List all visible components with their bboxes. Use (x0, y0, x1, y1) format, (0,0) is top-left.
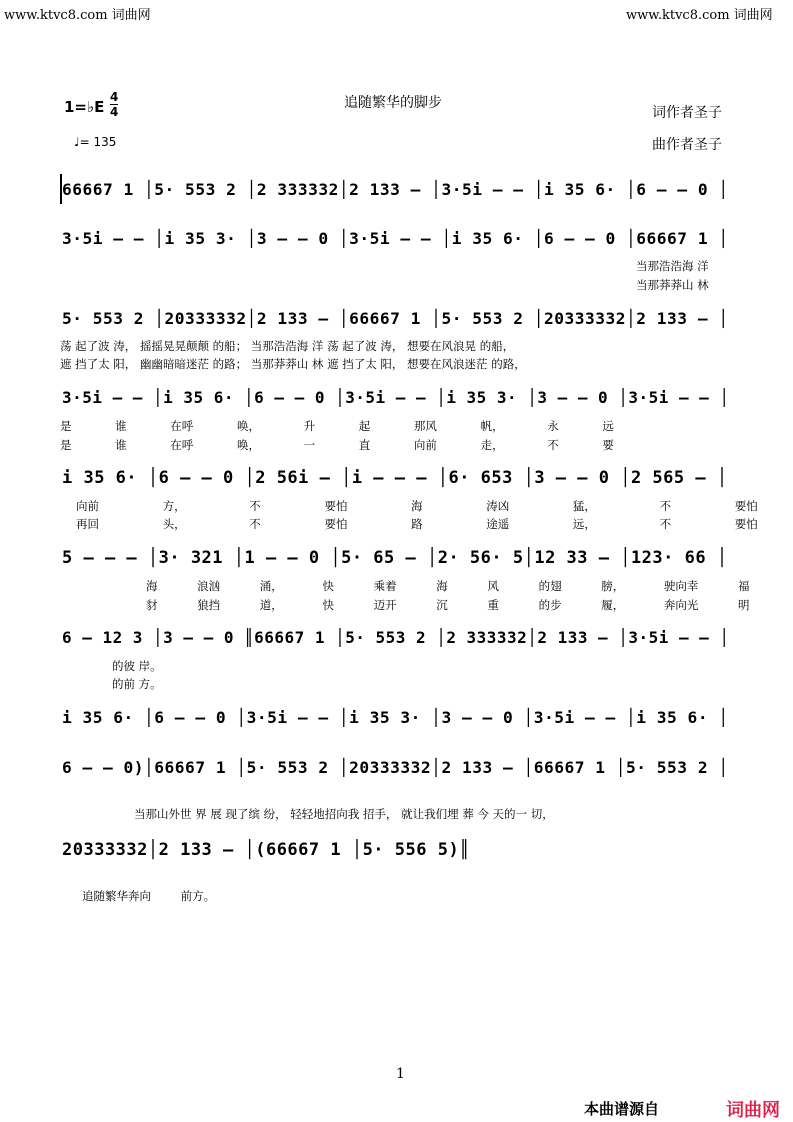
lyric-line: 当那浩浩海 洋 (636, 259, 709, 273)
notation-row-4: 3·5i – – │i 35 6· │6 – – 0 │3·5i – – │i 35 3· │3 – – 0 │3·5i – – │ (62, 388, 730, 407)
lyric-line: 追随繁华奔向 前方。 (82, 889, 216, 903)
time-signature-top: 4 (110, 90, 119, 104)
key-signature: 1=♭E (64, 98, 105, 116)
lyric-line: 海 浪汹 涌， 快 乘着 海 风 的翅 膀， 驶向幸 福 (146, 579, 750, 593)
notation-row-7: 6 – 12 3 │3 – – 0 ║66667 1 │5· 553 2 │2 333332│2 133 – │3·5i – – │ (62, 628, 730, 647)
site-watermark-right: www.ktvc8.com 词曲网 (626, 8, 773, 23)
lyric-line: 当那莽莽山 林 (636, 278, 709, 292)
brand-logo: 词曲网 (726, 1100, 780, 1121)
lyric-line: 荡 起了波 涛， 摇摇晃晃颠颠 的船； 当那浩浩海 洋 荡 起了波 涛， 想要在风浪晃 的船， (60, 339, 515, 353)
lyric-line: 的彼 岸。 (112, 659, 162, 673)
notation-row-6: 5 – – – │3· 321 │1 – – 0 │5· 65 – │2· 56· 5│12 33 – │123· 66 │ (62, 548, 728, 568)
tempo-value: = 135 (79, 135, 117, 149)
lyric-line: 是 谁 在呼 唤， 一 直 向前 走， 不 要 (60, 438, 614, 452)
notation-row-5: i 35 6· │6 – – 0 │2 56i – │i – – – │6· 653 │3 – – 0 │2 565 – │ (62, 468, 728, 488)
notation-row-2: 3·5i – – │i 35 3· │3 – – 0 │3·5i – – │i 35 6· │6 – – 0 │66667 1 │ (62, 229, 729, 248)
notation-row-10: 20333332│2 133 – │(66667 1 │5· 556 5)║ (62, 840, 470, 860)
lyric-line: 的前 方。 (112, 677, 162, 691)
lyric-line: 是 谁 在呼 唤， 升 起 那风 帆， 永 远 (60, 419, 614, 433)
lyric-line: 向前 方， 不 要怕 海 涛凶 猛， 不 要怕 (76, 499, 758, 513)
time-signature (110, 90, 118, 119)
tempo-marking (74, 135, 116, 149)
notation-row-1: 66667 1 │5· 553 2 │2 333332│2 133 – │3·5i – – │i 35 6· │6 – – 0 │ (62, 180, 729, 199)
lyric-line: 豺 狼挡 道， 快 迈开 沉 重 的步 履， 奔向光 明 (146, 598, 750, 612)
lyric-line: 遮 挡了太 阳， 幽幽暗暗迷茫 的路； 当那莽莽山 林 遮 挡了太 阳， 想要在风浪迷茫 的路， (60, 357, 526, 371)
notation-row-3: 5· 553 2 │20333332│2 133 – │66667 1 │5· 553 2 │20333332│2 133 – │ (62, 309, 729, 328)
lyric-line: 再回 头， 不 要怕 路 途遥 远， 不 要怕 (76, 517, 758, 531)
song-title: 追随繁华的脚步 (344, 95, 442, 111)
lyric-line: 当那山外世 界 展 现了缤 纷， 轻轻地招向我 招手， 就让我们埋 葬 今 天的一 切， (134, 807, 554, 821)
site-watermark-left: www.ktvc8.com 词曲网 (4, 8, 151, 23)
quarter-note-icon: ♩ (74, 135, 80, 149)
lyricist: 词作者圣子 (652, 105, 722, 121)
page-number: 1 (396, 1066, 405, 1082)
source-note: 本曲谱源自 (584, 1100, 660, 1118)
composer: 曲作者圣子 (652, 137, 722, 153)
notation-row-9: 6 – – 0)│66667 1 │5· 553 2 │20333332│2 133 – │66667 1 │5· 553 2 │ (62, 758, 729, 777)
notation-row-8: i 35 6· │6 – – 0 │3·5i – – │i 35 3· │3 – – 0 │3·5i – – │i 35 6· │ (62, 708, 729, 727)
time-signature-bottom: 4 (110, 105, 119, 119)
